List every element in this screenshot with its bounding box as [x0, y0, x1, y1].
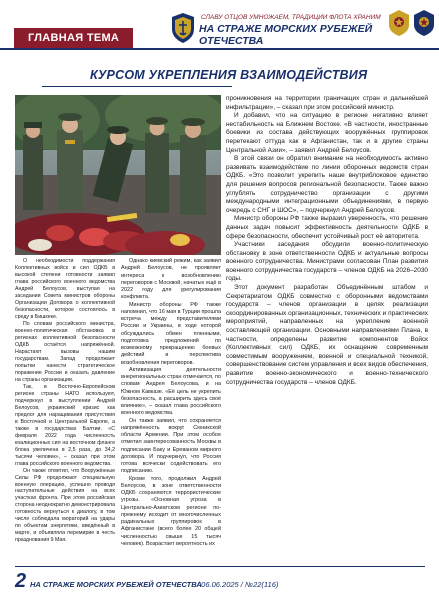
military-badge-icon — [413, 9, 435, 37]
title-underline — [42, 86, 232, 87]
paragraph: Министр обороны РФ также напомнил, что 16 мая в Турции прошла встреча между представителями России и Украины, в ходе которой обсуждались обмен пленными, подготовка предложений по возможному прекращению боевых действий и перспектива возобновления переговоров. — [121, 301, 221, 366]
paragraph: Кроме того, продолжил Андрей Белоусов, в зоне ответственности ОДКБ сохраняются террористические угрозы. «Основная угроза в Центрально-Азиатском регионе по-прежнему исходит от многочисленных радикальных группировок в Афганистане (всего более 20 общей численностью свыше 15 тысяч человек). Возрастает вероятность их — [121, 475, 221, 547]
section-label: ГЛАВНАЯ ТЕМА — [14, 28, 133, 48]
paragraph: Однако киевский режим, как заявил Андрей Белоусов, не проявляет интереса к возобновлению переговоров с Москвой, начатых ещё в 2022 году для урегулирования конфликта. — [121, 258, 221, 301]
page-number: 2 — [15, 570, 27, 592]
paragraph: проникновения на территории граничащих стран и дальнейшей инфильтрации», – сказал при этом российский министр. — [226, 95, 428, 111]
article-column-2 — [121, 258, 221, 550]
article-photo — [15, 95, 221, 255]
paragraph: Он также отметил, что Вооружённые Силы РФ продолжают специальную военную операцию, успешно проводя наступательные действия на всех участках фронта. При этом российская сторона неоднократно демонстрировала готовность вернуться к диалогу, в том числе соблюдала мораторий на удары по объектам энергетики, введённый в марте, и объявляла перемирие в честь празднования 9 Мая. — [15, 467, 115, 544]
page-header — [0, 0, 439, 50]
paragraph: И добавил, что на ситуацию в регионе негативно влияет нестабильность на Ближнем Востоке. «В частности, иностранные боевики из состава действующих вооружённых группировок перетекают оттуда как в Афганистан, так и в другие страны Центральной Азии», – заявил Андрей Белоусов. — [226, 112, 428, 154]
paragraph: Министр обороны РФ также выразил уверенность, что решение данных задач повысит эффективность деятельности ОДКБ в сфере безопасности, обеспечит устойчивый рост её авторитета. — [226, 215, 428, 240]
footer-rule — [15, 566, 425, 567]
paragraph: Он также заявил, что сохраняется напряжённость вокруг Сюникской области Армении. При этом особое отметил заинтересованность Москвы в подписании Баку и Ереваном мирного договора. И подчеркнул, что Россия готова всячески содействовать его подписанию. — [121, 417, 221, 475]
article-column-1 — [15, 258, 115, 550]
newspaper-title: НА СТРАЖЕ МОРСКИХ РУБЕЖЕЙ ОТЕЧЕСТВА — [199, 23, 373, 47]
footer-newspaper-title: НА СТРАЖЕ МОРСКИХ РУБЕЖЕЙ ОТЕЧЕСТВА — [30, 580, 202, 589]
paragraph: Так, в Восточно-Европейском регионе страны НАТО используют, подчеркнул в выступлении Андрей Белоусов, украинский кризис как предлог для наращивания присутствия в Восточной и Центральной Европе, а также в государствах Балтии. «С февраля 2022 года численность коалиционных сил на восточном фланге блока увеличена в 2,5 раза, до 34,2 тысячи человек», – сказал при этом глава российского военного ведомства. — [15, 383, 115, 467]
naval-emblem-icon — [170, 12, 196, 44]
paragraph: Участники заседания обсудили военно-политическую обстановку в зоне ответственности ОДКБ и актуальные вопросы военного сотрудничества. Министрами согласован План развития военного сотрудничества государств – членов ОДКБ на 2026–2030 годы. — [226, 241, 428, 283]
header-slogan: СЛАВУ ОТЦОВ УМНОЖАЕМ, ТРАДИЦИИ ФЛОТА ХРАНИМ — [201, 14, 381, 21]
paragraph: Активизация деятельности внерегиональных стран отмечается, по словам Андрея Белоусова, и на Южном Кавказе. «Её цель не укрепить безопасность, а расширить здесь своё влияние», – сказал глава российского военного ведомства. — [121, 366, 221, 417]
paragraph: О необходимости поддержания Коллективных войск и сил ОДКБ в высокой степени готовности заявил глава российского военного ведомства Андрей Белоусов, выступая на заседании Совета министров обороны Организации Договора о коллективной безопасности, которое состоялось в среду в Бишкеке. — [15, 258, 115, 320]
paragraph: В этой связи он обратил внимание на необходимость активно развивать взаимодействие по линии оборонных ведомств стран ОДКБ. «Это позволит укрепить наше внутриблоковое единство для решения вопросов региональной безопасности. Также важно углублять сотрудничество организации с другими международными интеграционными объединениями, в первую очередь с СНГ и ШОС», – подчеркнул Андрей Белоусов. — [226, 155, 428, 214]
article-title: КУРСОМ УКРЕПЛЕНИЯ ВЗАИМОДЕЙСТВИЯ — [90, 68, 368, 82]
footer-issue-info: / 06.06.2025 / №22(116) — [197, 580, 279, 589]
article-column-3 — [226, 95, 428, 555]
military-badge-icon — [388, 9, 410, 37]
paragraph: Этот документ разработан Объединённым штабом и Секретариатом ОДКБ совместно с оборонными ведомствами государств – членов организации в целях реализации скоординированных организационных, технических и практических мероприятий, направленных на укрепление военной составляющей организации. Основными направлениями Плана, в частности, определены развитие компонентов Войск (Коллективных сил) ОДКБ, их оснащение современным совместимым вооружением, военной и специальной техникой, совершенствование систем управления и всех видов обеспечения, развитие военно-экономического и военно-технического сотрудничества государств – членов ОДКБ. — [226, 284, 428, 386]
header-rule — [0, 48, 439, 50]
paragraph: По словам российского министра, военно-политическая обстановка в регионах коллективной безопасности ОДКБ остаётся напряжённой. Нарастают вызовы нашим государствам. Запад продолжает попытки нанести стратегическое поражение России и оказать давление на страны организации. — [15, 320, 115, 383]
